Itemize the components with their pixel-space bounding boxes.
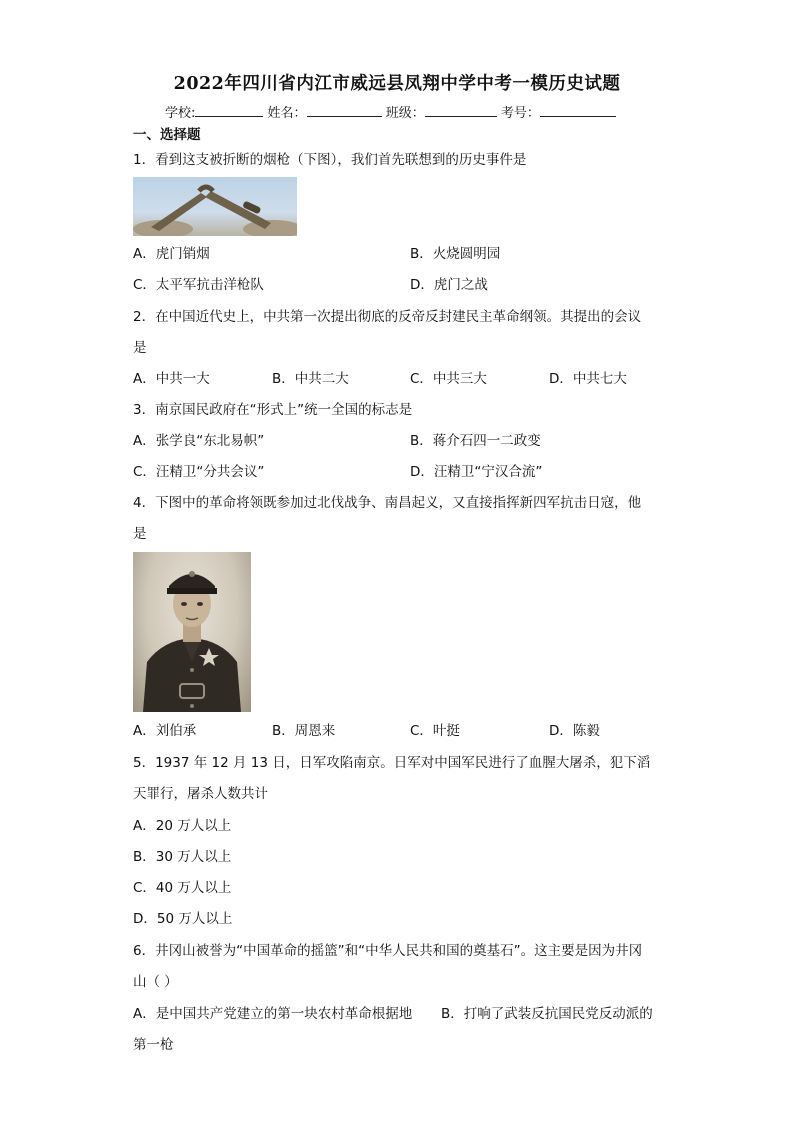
q5-option-d[interactable]: D．50 万人以上 [133,911,233,927]
q3-option-a[interactable]: A．张学良“东北易帜” [133,433,265,449]
q3-option-b[interactable]: B．蒋介石四一二政变 [410,433,541,449]
question-5-text-line2: 天罪行，屠杀人数共计 [133,786,268,802]
broken-opium-pipe-image [133,177,297,236]
q6-option-a[interactable]: A．是中国共产党建立的第一块农村革命根据地 [133,1006,413,1022]
section-heading: 一、选择题 [133,127,201,143]
exam-title: 2022年四川省内江市威远县凤翔中学中考一模历史试题 [173,74,621,94]
q5-option-c[interactable]: C．40 万人以上 [133,880,232,896]
q6-option-b-continued: 第一枪 [133,1037,174,1053]
q4-option-b[interactable]: B．周恩来 [272,723,336,739]
broken-pipe-illustration [133,177,297,236]
q4-option-c[interactable]: C．叶挺 [410,723,460,739]
q2-option-a[interactable]: A．中共一大 [133,371,210,387]
q1-option-d[interactable]: D．虎门之战 [410,277,488,293]
question-2-text-line2: 是 [133,340,147,356]
class-blank[interactable] [425,103,497,117]
question-5-text-line1: 5．1937 年 12 月 13 日，日军攻陷南京。日军对中国军民进行了血腥大屠杀，犯下滔 [133,755,651,771]
q4-option-a[interactable]: A．刘伯承 [133,723,197,739]
question-2-text-line1: 2．在中国近代史上，中共第一次提出彻底的反帝反封建民主革命纲领。其提出的会议 [133,309,642,325]
name-label: 姓名： [267,106,307,121]
student-info-line [165,102,616,121]
general-portrait-image [133,552,251,712]
q3-option-c[interactable]: C．汪精卫“分共会议” [133,464,265,480]
number-label: 考号： [500,106,540,121]
q2-option-d[interactable]: D．中共七大 [549,371,627,387]
q5-option-b[interactable]: B．30 万人以上 [133,849,232,865]
q5-option-a[interactable]: A．20 万人以上 [133,818,232,834]
question-1-text: 1．看到这支被折断的烟枪（下图），我们首先联想到的历史事件是 [133,152,527,168]
q1-option-c[interactable]: C．太平军抗击洋枪队 [133,277,264,293]
class-label: 班级： [385,106,425,121]
q1-option-a[interactable]: A．虎门销烟 [133,246,210,262]
q2-option-c[interactable]: C．中共三大 [410,371,487,387]
question-6-text-line1: 6．井冈山被誉为“中国革命的摇篮”和“中华人民共和国的奠基石”。这主要是因为井冈 [133,943,643,959]
q3-option-d[interactable]: D．汪精卫“宁汉合流” [410,464,543,480]
school-blank[interactable] [195,103,263,117]
name-blank[interactable] [307,103,382,117]
question-3-text: 3．南京国民政府在“形式上”统一全国的标志是 [133,402,413,418]
school-label: 学校: [165,106,196,121]
q2-option-b[interactable]: B．中共二大 [272,371,349,387]
question-6-text-line2: 山（ ） [133,974,178,990]
q6-option-b[interactable]: B．打响了武装反抗国民党反动派的 [441,1006,653,1022]
question-4-text-line2: 是 [133,526,147,542]
question-4-text-line1: 4．下图中的革命将领既参加过北伐战争、南昌起义，又直接指挥新四军抗击日寇，他 [133,495,642,511]
portrait-illustration [133,552,251,712]
q4-option-d[interactable]: D．陈毅 [549,723,600,739]
q1-option-b[interactable]: B．火烧圆明园 [410,246,501,262]
number-blank[interactable] [540,103,616,117]
